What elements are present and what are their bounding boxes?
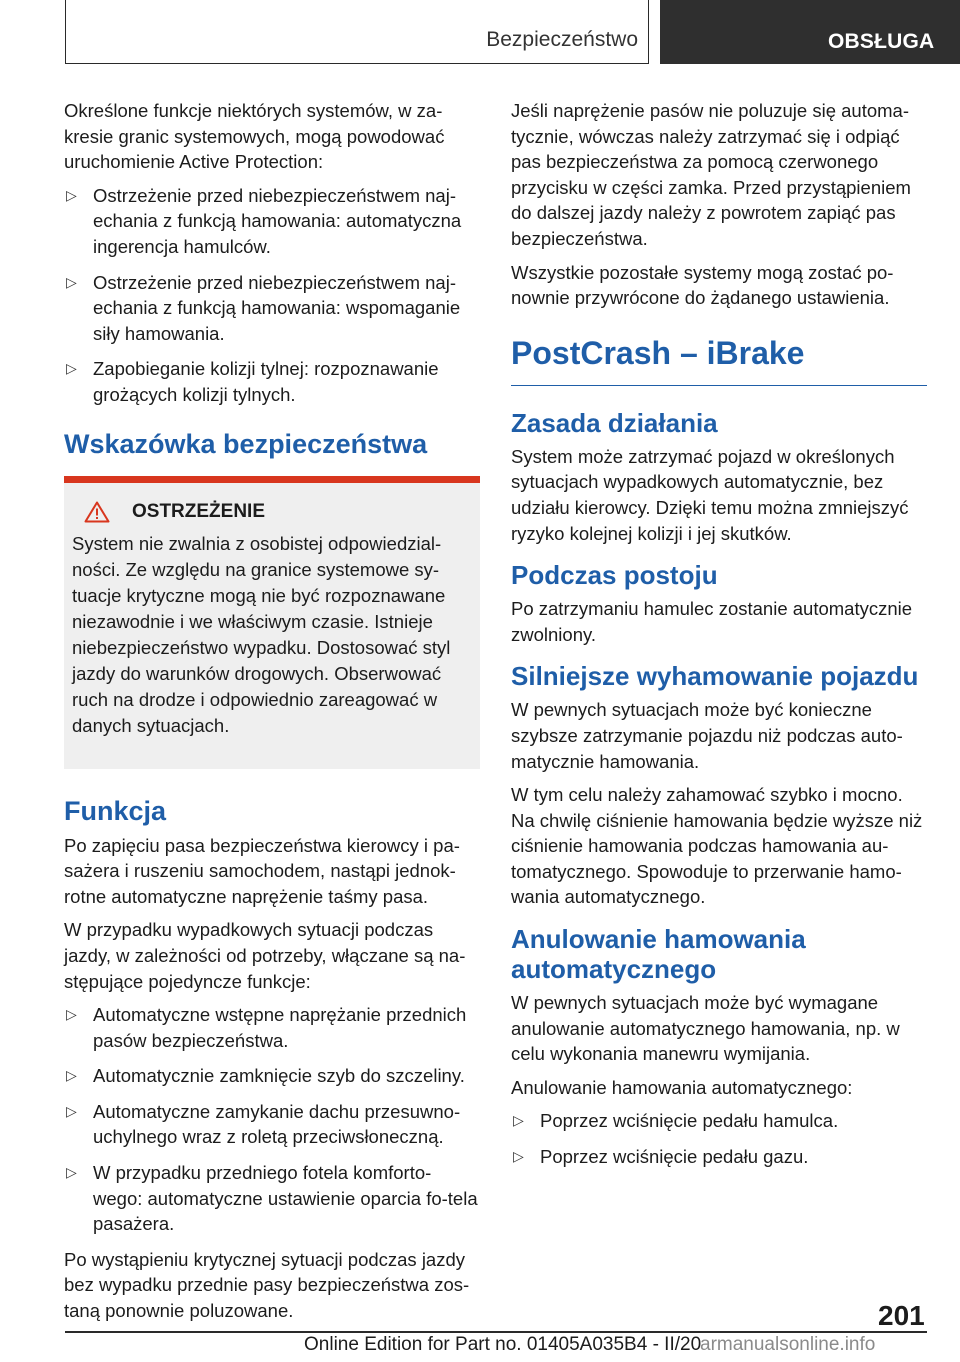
principle-heading: Zasada działania xyxy=(511,407,718,438)
footer-edition: Online Edition for Part no. 01405A035B4 - II/20 xyxy=(304,1334,702,1355)
warning-box xyxy=(64,476,480,769)
header-tab-label: OBSŁUGA xyxy=(828,30,935,53)
function-list xyxy=(64,1002,480,1237)
cancel-braking-heading: Anulowanie hamowania automatycznego xyxy=(511,924,806,985)
footer-divider xyxy=(65,1331,927,1333)
right-column xyxy=(511,98,927,1180)
list-item: ▷ Poprzez wciśnięcie pedału hamulca. xyxy=(511,1108,927,1134)
triangle-right-outline-icon: ▷ xyxy=(66,186,77,203)
warning-triangle-icon xyxy=(84,501,110,523)
list-item: ▷ Automatycznie zamknięcie szyb do szczeliny. xyxy=(64,1063,480,1089)
triangle-right-outline-icon: ▷ xyxy=(66,1006,77,1023)
list-item: ▷ Automatyczne wstępne naprężanie przednich pasów bezpieczeństwa. xyxy=(66,1004,467,1051)
page-number: 201 xyxy=(878,1300,925,1331)
triangle-right-outline-icon: ▷ xyxy=(66,360,77,377)
warning-text: System nie zwalnia z osobistej odpowiedzial-ności. Ze względu na granice systemowe sy-tuacje krytyczne mogą nie być rozpoznawane niezawodnie i we właściwym czasie. Istnieje niebezpieczeństwo wypadku. Dostosować styl jazdy do warunków drogowych. Obserwować ruch na drodze i odpowiednio zareagować w danych sytuacjach. xyxy=(72,532,451,736)
warning-header xyxy=(72,501,470,523)
intro-list xyxy=(64,183,480,408)
list-item: ▷ Ostrzeżenie przed niebezpieczeństwem naj-echania z funkcją hamowania: wspomaganie siły hamowania. xyxy=(66,271,461,344)
warning-title: OSTRZEŻENIE xyxy=(132,500,266,522)
chapter-title: PostCrash – iBrake xyxy=(511,333,927,386)
standstill-paragraph: Po zatrzymaniu hamulec zostanie automatycznie zwolniony. xyxy=(511,598,913,645)
cancel-braking-paragraph-1: W pewnych sytuacjach może być wymagane anulowanie automatycznego hamowania, np. w celu wykonania manewru wymijania. xyxy=(511,992,900,1065)
stronger-braking-heading: Silniejsze wyhamowanie pojazdu xyxy=(511,661,919,692)
left-column xyxy=(64,98,480,1332)
triangle-right-outline-icon: ▷ xyxy=(66,1067,77,1084)
list-item: ▷ Poprzez wciśnięcie pedału gazu. xyxy=(511,1144,927,1170)
intro-paragraph: Określone funkcje niektórych systemów, w za-kresie granic systemowych, mogą powodować uruchomienie Active Protection: xyxy=(64,100,445,173)
header-tab xyxy=(660,0,960,64)
function-paragraph-3: Po wystąpieniu krytycznej sytuacji podczas jazdy bez wypadku przednie pasy bezpieczeństwa zos-taną ponownie poluzowane. xyxy=(64,1248,470,1322)
stronger-braking-paragraph-1: W pewnych sytuacjach może być konieczne szybsze zatrzymanie pojazdu niż podczas auto-matycznie hamowania. xyxy=(511,699,903,772)
header-section-title: Bezpieczeństwo xyxy=(486,28,638,51)
triangle-right-outline-icon: ▷ xyxy=(66,273,77,290)
stronger-braking-paragraph-2: W tym celu należy zahamować szybko i mocno. Na chwilę ciśnienie hamowania będzie wyższe niż ciśnienie hamowania podczas hamowania au-tomatycznego. Spowoduje to przerwanie hamo-wania automatycznego. xyxy=(511,784,923,908)
systems-paragraph: Wszystkie pozostałe systemy mogą zostać po-nownie przywrócone do żądanego ustawienia. xyxy=(511,261,894,309)
function-heading: Funkcja xyxy=(64,795,167,826)
cancel-list xyxy=(511,1108,927,1169)
triangle-right-outline-icon: ▷ xyxy=(66,1164,77,1181)
list-item: ▷ W przypadku przedniego fotela komforto-wego: automatyczne ustawienie oparcia fo-tela pasażera. xyxy=(66,1162,478,1235)
list-item: ▷ Automatyczne zamykanie dachu przesuwno-uchylnego wraz z roletą przeciwsłoneczną. xyxy=(66,1100,461,1148)
triangle-right-outline-icon: ▷ xyxy=(513,1112,524,1129)
footer-watermark: armanualsonline.info xyxy=(700,1334,876,1355)
triangle-right-outline-icon: ▷ xyxy=(66,1102,77,1119)
principle-paragraph: System może zatrzymać pojazd w określonych sytuacjach wypadkowych automatycznie, bez udziału kierowcy. Dzięki temu można zmniejszyć ryzyko kolejnej kolizji i jej skutków. xyxy=(511,445,909,544)
cancel-braking-paragraph-2: Anulowanie hamowania automatycznego: xyxy=(511,1076,853,1098)
list-item: ▷ Zapobieganie kolizji tylnej: rozpoznawanie grożących kolizji tylnych. xyxy=(66,358,439,405)
function-paragraph-1: Po zapięciu pasa bezpieczeństwa kierowcy i pa-sażera i ruszeniu samochodem, nastąpi jednok-rotne automatyczne naprężenie taśmy pasa. xyxy=(64,834,460,907)
seatbelt-paragraph: Jeśli naprężenie pasów nie poluzuje się automa-tycznie, wówczas należy zatrzymać się i odpiąć pas bezpieczeństwa za pomocą czerwonego przycisku w części zamka. Przed przystąpieniem do dalszej jazdy należy z powrotem zapiąć pas bezpieczeństwa. xyxy=(511,100,911,249)
safety-heading: Wskazówka bezpieczeństwa xyxy=(64,428,428,459)
triangle-right-outline-icon: ▷ xyxy=(513,1148,524,1165)
function-paragraph-2: W przypadku wypadkowych sytuacji podczas jazdy, w zależności od potrzeby, włączane są na-stępujące pojedyncze funkcje: xyxy=(64,919,466,992)
standstill-heading: Podczas postoju xyxy=(511,560,718,591)
list-item: ▷ Ostrzeżenie przed niebezpieczeństwem naj-echania z funkcją hamowania: automatyczna ingerencja hamulców. xyxy=(66,184,462,257)
